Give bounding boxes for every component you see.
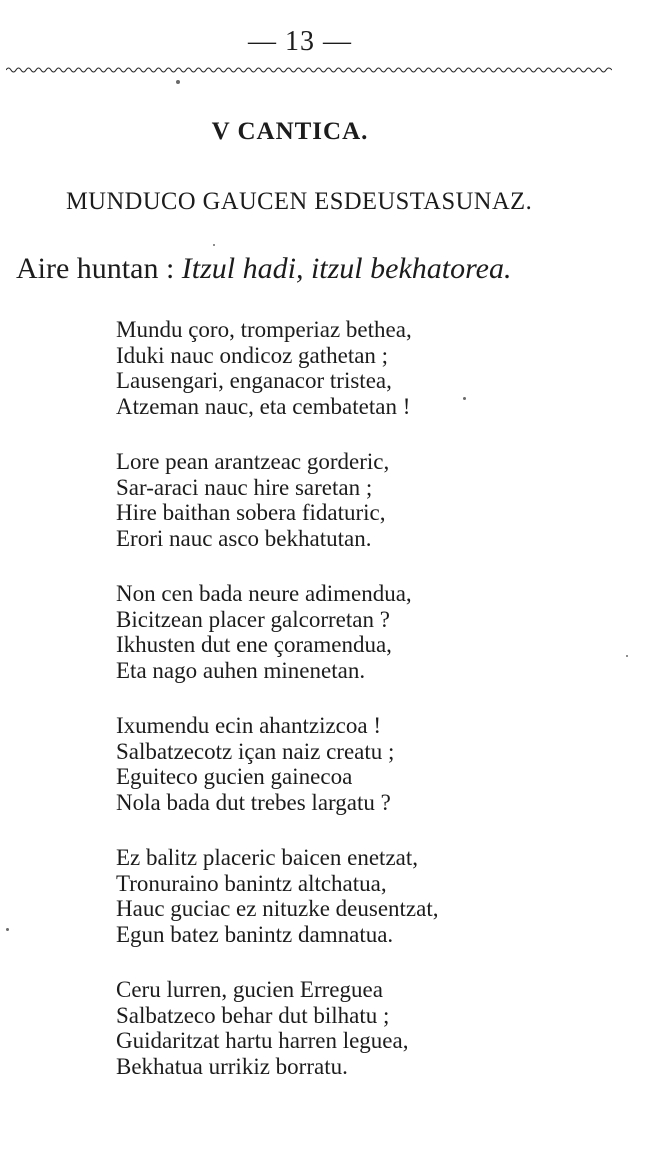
stanza — [116, 713, 636, 815]
verse-line: Nola bada dut trebes largatu ? — [116, 789, 391, 815]
section-subtitle: MUNDUCO GAUCEN ESDEUSTASUNAZ. — [66, 188, 533, 215]
paper-speck — [176, 80, 180, 84]
verse-line: Non cen bada neure adimendua, — [116, 581, 412, 606]
verse-line: Iduki nauc ondicoz gathetan ; — [116, 342, 389, 368]
air-indication — [16, 252, 512, 286]
stanza — [116, 581, 636, 683]
paper-speck — [6, 928, 9, 931]
stanza — [116, 977, 636, 1079]
stanza — [116, 449, 636, 551]
verse-line: Ez balitz placeric baicen enetzat, — [116, 845, 418, 870]
verse-line: Eguiteco gucien gainecoa — [116, 764, 353, 789]
verse-line: Atzeman nauc, eta cembatetan ! — [116, 393, 411, 419]
paper-speck — [626, 655, 628, 657]
air-tune-title: Itzul hadi, itzul bekhatorea. — [181, 252, 512, 285]
verse-line: Salbatzeco behar dut bilhatu ; — [116, 1002, 390, 1028]
verse-line: Lore pean arantzeac gorderic, — [116, 449, 390, 474]
verse-line: Lausengari, enganacor tristea, — [116, 368, 392, 393]
verse-line: Mundu çoro, tromperiaz bethea, — [116, 317, 412, 342]
verse-line: Ceru lurren, gucien Erreguea — [116, 977, 383, 1002]
paper-speck — [463, 397, 466, 400]
verse-line: Tronuraino banintz altchatua, — [116, 870, 387, 896]
verse-line: Guidaritzat hartu harren leguea, — [116, 1028, 409, 1053]
verse-line: Hire baithan sobera fidaturic, — [116, 500, 386, 525]
verse-line: Sar-araci nauc hire saretan ; — [116, 474, 373, 500]
section-heading: V CANTICA. — [211, 118, 369, 145]
verse-line: Bicitzean placer galcorretan ? — [116, 606, 390, 632]
verse-line: Salbatzecotz içan naiz creatu ; — [116, 738, 395, 764]
ornamental-wavy-rule — [6, 64, 612, 76]
verse-line: Hauc guciac ez nituzke deusentzat, — [116, 896, 439, 921]
poem-body — [116, 317, 636, 1109]
verse-line: Egun batez banintz damnatua. — [116, 921, 394, 947]
paper-speck — [213, 244, 215, 246]
verse-line: Erori nauc asco bekhatutan. — [116, 525, 372, 551]
verse-line: Eta nago auhen minenetan. — [116, 657, 366, 683]
page-number: — 13 — — [248, 26, 352, 57]
verse-line: Ikhusten dut ene çoramendua, — [116, 632, 392, 657]
air-label: Aire huntan : — [16, 252, 175, 285]
verse-line: Bekhatua urrikiz borratu. — [116, 1053, 348, 1079]
stanza — [116, 845, 636, 947]
stanza — [116, 317, 636, 419]
verse-line: Ixumendu ecin ahantzizcoa ! — [116, 713, 382, 738]
